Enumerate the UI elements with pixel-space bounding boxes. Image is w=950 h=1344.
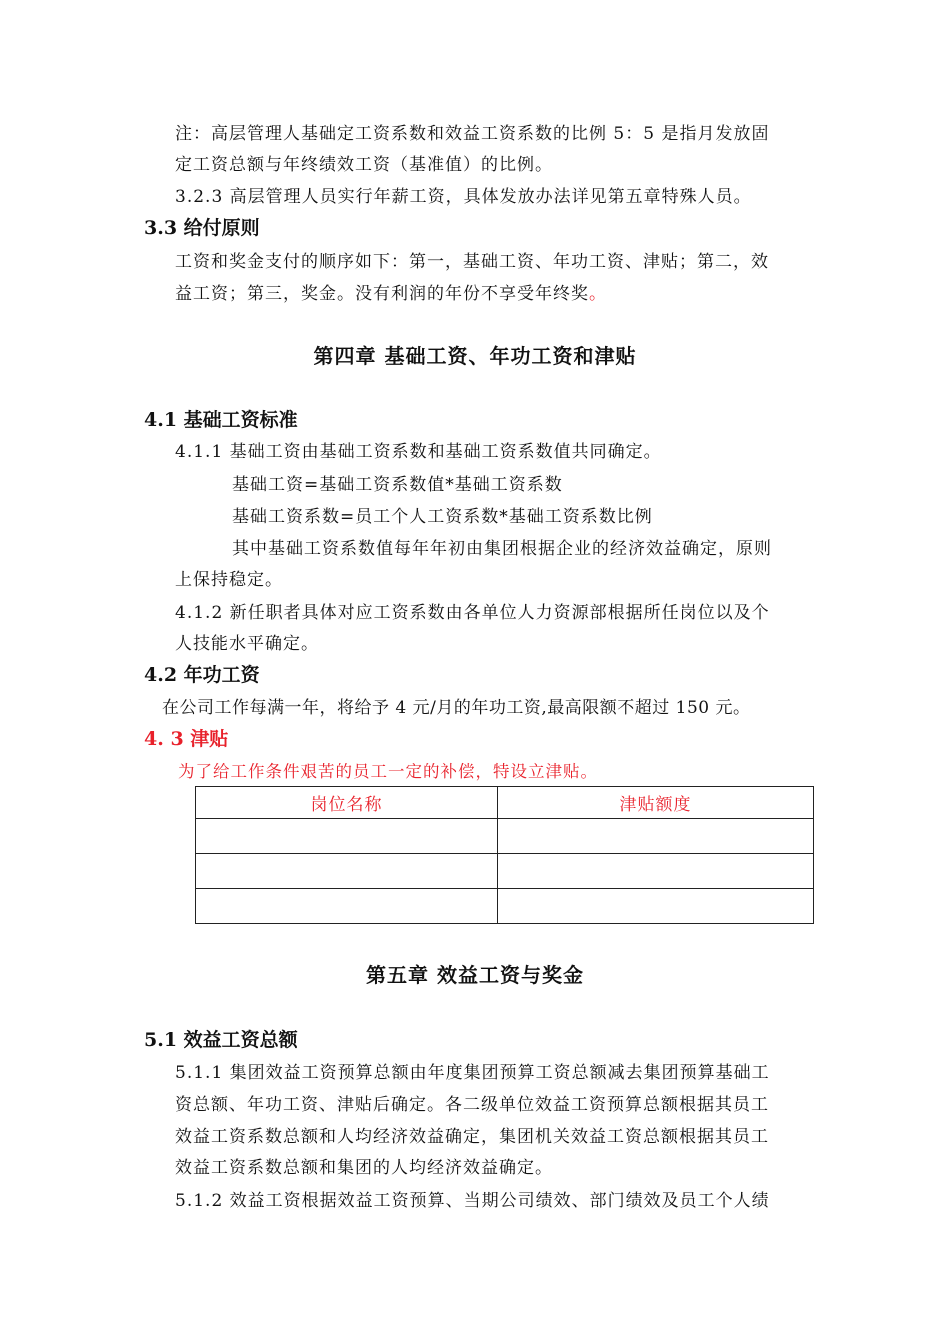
table-row	[196, 854, 814, 889]
allowance-table	[195, 786, 814, 924]
section-5-1-heading: 5.1 效益工资总额	[144, 1029, 298, 1051]
section-4-3-text: 为了给工作条件艰苦的员工一定的补偿，特设立津贴。	[178, 762, 598, 781]
chapter-5-title: 第五章 效益工资与奖金	[366, 963, 584, 987]
header-position-name: 岗位名称	[196, 787, 498, 819]
header-allowance-amount: 津贴额度	[498, 787, 814, 819]
table-cell	[196, 889, 498, 924]
section-3-3-line-1: 工资和奖金支付的顺序如下：第一，基础工资、年功工资、津贴；第二，效	[175, 252, 769, 272]
clause-5-1-1-line-3: 效益工资系数总额和人均经济效益确定，集团机关效益工资总额根据其员工	[175, 1127, 769, 1147]
clause-5-1-2-line-1: 5.1.2 效益工资根据效益工资预算、当期公司绩效、部门绩效及员工个人绩	[175, 1191, 770, 1211]
section-3-3-line-2-end: 。	[589, 284, 607, 304]
section-3-3-line-2	[175, 282, 607, 306]
table-cell	[498, 819, 814, 854]
note-line-2: 定工资总额与年终绩效工资（基准值）的比例。	[175, 155, 553, 175]
table-header-row	[196, 787, 814, 819]
clause-5-1-1-line-1: 5.1.1 集团效益工资预算总额由年度集团预算工资总额减去集团预算基础工	[175, 1063, 770, 1083]
section-4-3-heading: 4. 3 津贴	[144, 728, 229, 750]
table-cell	[498, 854, 814, 889]
table-cell	[196, 819, 498, 854]
table-row	[196, 819, 814, 854]
table-row	[196, 889, 814, 924]
formula-basic-wage: 基础工资=基础工资系数值*基础工资系数	[232, 475, 563, 495]
clause-4-1-2-line-1: 4.1.2 新任职者具体对应工资系数由各单位人力资源部根据所任岗位以及个	[175, 603, 770, 623]
clause-3-2-3: 3.2.3 高层管理人员实行年薪工资，具体发放办法详见第五章特殊人员。	[175, 187, 752, 207]
section-4-1-para-line-1: 其中基础工资系数值每年年初由集团根据企业的经济效益确定，原则	[232, 539, 772, 559]
formula-basic-coefficient: 基础工资系数=员工个人工资系数*基础工资系数比例	[232, 507, 653, 527]
table-cell	[196, 854, 498, 889]
section-3-3-heading: 3.3 给付原则	[144, 217, 260, 239]
clause-4-1-1: 4.1.1 基础工资由基础工资系数和基础工资系数值共同确定。	[175, 442, 662, 462]
section-4-2-text: 在公司工作每满一年，将给予 4 元/月的年功工资,最高限额不超过 150 元。	[162, 698, 751, 718]
clause-4-1-2-line-2: 人技能水平确定。	[175, 634, 319, 654]
section-4-2-heading: 4.2 年功工资	[144, 664, 260, 686]
section-4-1-para-line-2: 上保持稳定。	[175, 570, 283, 590]
clause-5-1-1-line-2: 资总额、年功工资、津贴后确定。各二级单位效益工资预算总额根据其员工	[175, 1095, 769, 1115]
table-cell	[498, 889, 814, 924]
section-4-1-heading: 4.1 基础工资标准	[144, 409, 298, 431]
section-3-3-line-2-text: 益工资；第三，奖金。没有利润的年份不享受年终奖	[175, 284, 589, 304]
note-line-1: 注：高层管理人基础定工资系数和效益工资系数的比例 5：5 是指月发放固	[175, 124, 770, 144]
clause-5-1-1-line-4: 效益工资系数总额和集团的人均经济效益确定。	[175, 1158, 553, 1178]
chapter-4-title: 第四章 基础工资、年功工资和津贴	[313, 344, 637, 368]
